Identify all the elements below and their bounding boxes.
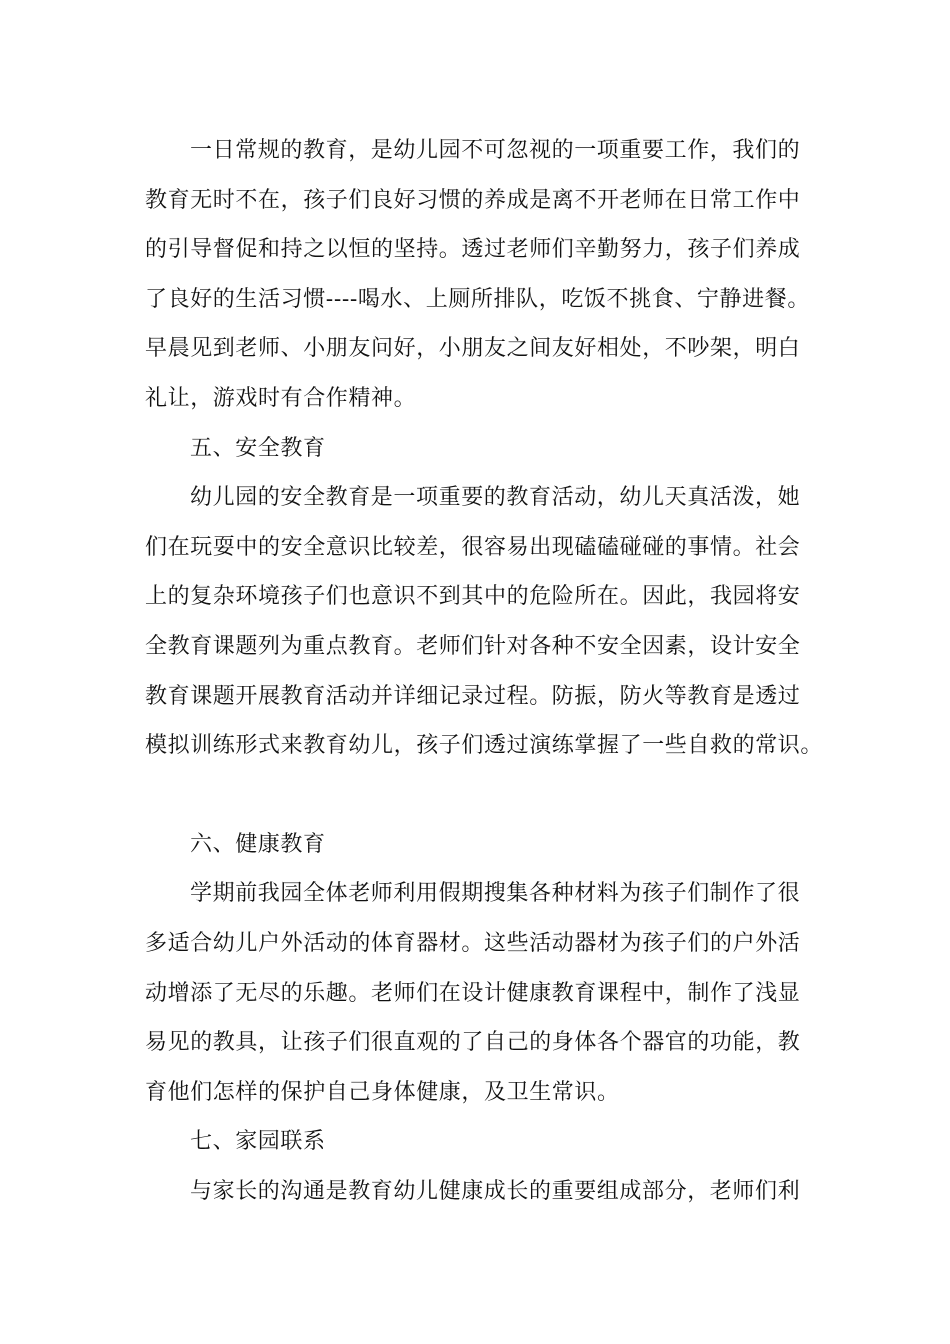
paragraph-line: 礼让，游戏时有合作精神。 [145, 385, 417, 411]
paragraph-line: 教育课题开展教育活动并详细记录过程。防振，防火等教育是透过 [145, 683, 801, 709]
paragraph-line: 多适合幼儿户外活动的体育器材。这些活动器材为孩子们的户外活 [145, 930, 801, 956]
paragraph-line: 的引导督促和持之以恒的坚持。透过老师们辛勤努力，孩子们养成 [145, 237, 801, 263]
paragraph-line: 了良好的生活习惯----喝水、上厕所排队，吃饭不挑食、宁静进餐。 [145, 286, 810, 312]
document-body [145, 126, 825, 1216]
paragraph-line: 与家长的沟通是教育幼儿健康成长的重要组成部分，老师们利 [190, 1178, 801, 1204]
section-heading-home-school: 七、家园联系 [190, 1129, 326, 1155]
blank-line [145, 771, 825, 820]
paragraph-line: 们在玩耍中的安全意识比较差，很容易出现磕磕碰碰的事情。社会 [145, 534, 801, 560]
paragraph-line: 早晨见到老师、小朋友问好，小朋友之间友好相处，不吵架，明白 [145, 336, 801, 362]
section-heading-safety: 五、安全教育 [190, 435, 326, 461]
paragraph-line: 易见的教具，让孩子们很直观的了自己的身体各个器官的功能，教 [145, 1030, 801, 1056]
paragraph-line: 学期前我园全体老师利用假期搜集各种材料为孩子们制作了很 [190, 881, 801, 907]
paragraph-line: 教育无时不在，孩子们良好习惯的养成是离不开老师在日常工作中 [145, 187, 801, 213]
paragraph-line: 育他们怎样的保护自己身体健康，及卫生常识。 [145, 1079, 620, 1105]
paragraph-line: 全教育课题列为重点教育。老师们针对各种不安全因素，设计安全 [145, 633, 801, 659]
paragraph-line: 上的复杂环境孩子们也意识不到其中的危险所在。因此，我园将安 [145, 584, 801, 610]
section-heading-health: 六、健康教育 [190, 831, 326, 857]
paragraph-line: 一日常规的教育，是幼儿园不可忽视的一项重要工作，我们的 [190, 138, 801, 163]
paragraph-line: 动增添了无尽的乐趣。老师们在设计健康教育课程中，制作了浅显 [145, 980, 801, 1006]
paragraph-line: 模拟训练形式来教育幼儿，孩子们透过演练掌握了一些自救的常识。 [145, 733, 824, 759]
paragraph-line: 幼儿园的安全教育是一项重要的教育活动，幼儿天真活泼，她 [190, 485, 801, 511]
